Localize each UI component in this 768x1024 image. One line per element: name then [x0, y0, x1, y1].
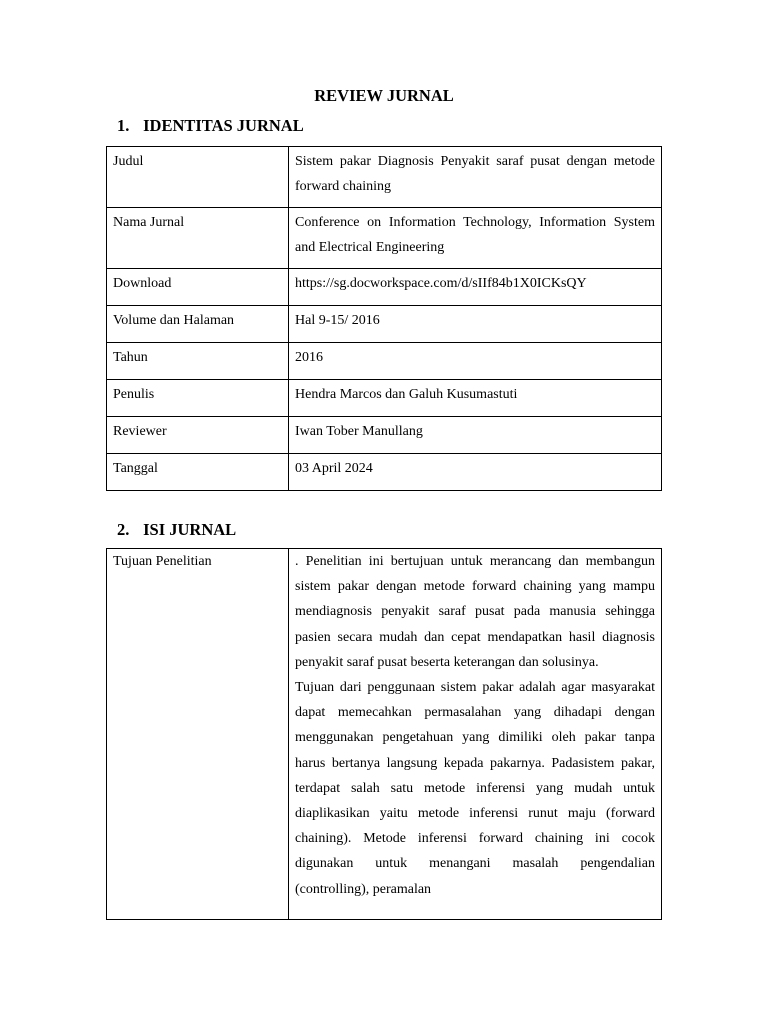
row-label: Penulis: [107, 380, 289, 417]
row-value: Hendra Marcos dan Galuh Kusumastuti: [289, 380, 662, 417]
table-row: [107, 549, 662, 920]
section-heading-identitas: [117, 116, 304, 136]
row-label: Tujuan Penelitian: [107, 549, 289, 920]
table-row: [107, 343, 662, 380]
section-number: 1.: [117, 116, 130, 135]
row-value: Conference on Information Technology, Information System and Electrical Engineering: [289, 208, 662, 269]
paragraph: . Penelitian ini bertujuan untuk merancang dan membangun sistem pakar dengan metode forward chaining yang mampu mendiagnosis penyakit saraf pusat pada manusia sehingga pasien secara mudah dan cepat mendapatkan hasil diagnosis penyakit saraf pusat beserta keterangan dan solusinya.: [295, 554, 655, 670]
row-value: 2016: [289, 343, 662, 380]
table-row: [107, 306, 662, 343]
row-value: 03 April 2024: [289, 454, 662, 491]
row-value: Hal 9-15/ 2016: [289, 306, 662, 343]
row-label: Judul: [107, 147, 289, 208]
row-value: [289, 549, 662, 920]
row-label: Nama Jurnal: [107, 208, 289, 269]
document-title: REVIEW JURNAL: [314, 86, 454, 105]
row-label: Tahun: [107, 343, 289, 380]
paragraph: Tujuan dari penggunaan sistem pakar adalah agar masyarakat dapat memecahkan permasalahan yang dihadapi dengan menggunakan pengetahuan yang dimiliki oleh pakar tanpa harus bertanya langsung kepada pakarnya. Padasistem pakar, terdapat salah satu metode inferensi yang mudah untuk diaplikasikan yaitu metode inferensi runut maju (forward chaining). Metode inferensi forward chaining ini cocok digunakan untuk menangani masalah pengendalian (controlling), peramalan: [295, 680, 655, 897]
identity-table: [106, 146, 662, 491]
table-row: [107, 147, 662, 208]
table-row: [107, 380, 662, 417]
section-title: ISI JURNAL: [143, 520, 237, 539]
row-value: Sistem pakar Diagnosis Penyakit saraf pusat dengan metode forward chaining: [289, 147, 662, 208]
section-title: IDENTITAS JURNAL: [143, 116, 304, 135]
content-table: [106, 548, 662, 920]
table-row: [107, 269, 662, 306]
row-label: Reviewer: [107, 417, 289, 454]
row-label: Volume dan Halaman: [107, 306, 289, 343]
table-row: [107, 454, 662, 491]
row-value: Iwan Tober Manullang: [289, 417, 662, 454]
table-row: [107, 208, 662, 269]
row-label: Tanggal: [107, 454, 289, 491]
section-heading-isi: [117, 520, 236, 540]
row-label: Download: [107, 269, 289, 306]
table-row: [107, 417, 662, 454]
download-link: https://sg.docworkspace.com/d/sIIf84b1X0ICKsQY: [289, 269, 662, 306]
section-number: 2.: [117, 520, 130, 539]
